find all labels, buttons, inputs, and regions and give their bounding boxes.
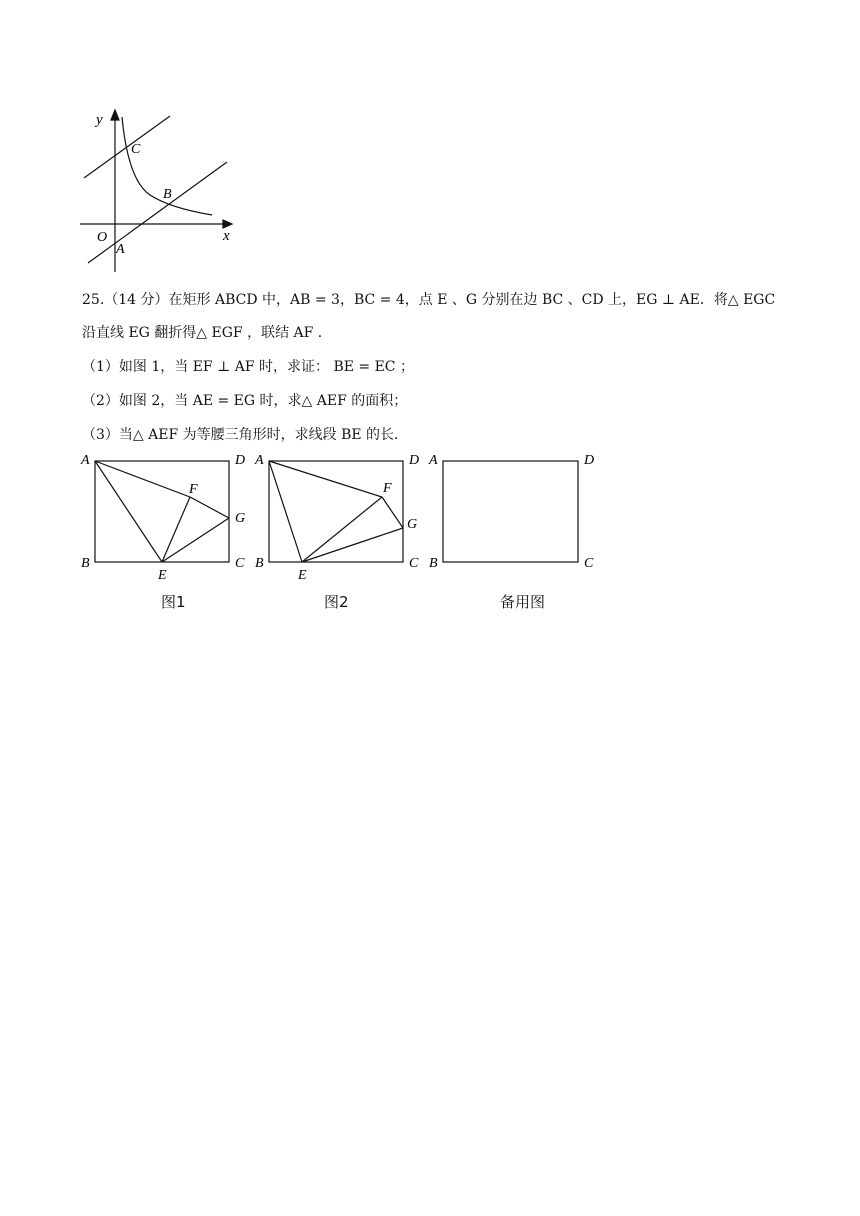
segment-ae: [95, 461, 162, 562]
x-axis-arrow: [223, 220, 232, 228]
problem-part-1: （1）如图 1，当 EF ⊥ AF 时，求证： BE = EC ；: [82, 359, 414, 375]
vertex-a: A: [81, 453, 90, 468]
segment-eg: [302, 528, 403, 562]
segment-ef: [302, 497, 382, 562]
point-c-label: C: [131, 142, 141, 157]
point-a-label: A: [116, 242, 125, 257]
figure-1-caption: 图1: [161, 593, 186, 611]
figure-2-caption: 图2: [324, 593, 349, 611]
point-b-label: B: [163, 187, 172, 202]
segment-fg: [382, 497, 403, 528]
rectangle-abcd: [269, 461, 403, 562]
problem-line-1: 25.（14 分）在矩形 ABCD 中，AB = 3，BC = 4，点 E 、G 分别在边 BC 、CD 上，EG ⊥ AE．将△ EGC: [82, 292, 776, 308]
y-axis-arrow: [111, 110, 119, 120]
vertex-g: G: [407, 517, 418, 532]
vertex-d: D: [584, 453, 595, 468]
vertex-b: B: [429, 556, 438, 571]
origin-label: O: [97, 230, 108, 245]
segment-af: [95, 461, 190, 497]
vertex-a: A: [429, 453, 438, 468]
vertex-b: B: [81, 556, 90, 571]
segment-af: [269, 461, 382, 497]
figure-backup: [426, 448, 606, 588]
figure-backup-caption: 备用图: [500, 593, 546, 611]
vertex-f: F: [189, 482, 198, 497]
problem-part-2: （2）如图 2，当 AE = EG 时，求△ AEF 的面积；: [82, 393, 408, 409]
vertex-b: B: [255, 556, 264, 571]
rectangle-abcd: [95, 461, 229, 562]
x-axis-label: x: [223, 228, 230, 244]
rectangle-abcd: [443, 461, 578, 562]
problem-line-2: 沿直线 EG 翻折得△ EGF ，联结 AF ．: [82, 325, 332, 341]
vertex-d: D: [409, 453, 420, 468]
vertex-c: C: [584, 556, 594, 571]
segment-ae: [269, 461, 302, 562]
vertex-e: E: [158, 568, 167, 583]
vertex-c: C: [235, 556, 245, 571]
vertex-g: G: [235, 511, 246, 526]
vertex-f: F: [383, 481, 392, 496]
vertex-d: D: [235, 453, 246, 468]
problem-part-3: （3）当△ AEF 为等腰三角形时，求线段 BE 的长．: [82, 427, 409, 443]
coordinate-graph: [70, 100, 250, 280]
vertex-e: E: [298, 568, 307, 583]
figure-2: [252, 448, 432, 588]
vertex-c: C: [409, 556, 419, 571]
vertex-a: A: [255, 453, 264, 468]
figure-1: [78, 448, 258, 588]
y-axis-label: y: [96, 112, 103, 128]
line-ab: [88, 162, 227, 263]
segment-fg: [190, 497, 229, 518]
